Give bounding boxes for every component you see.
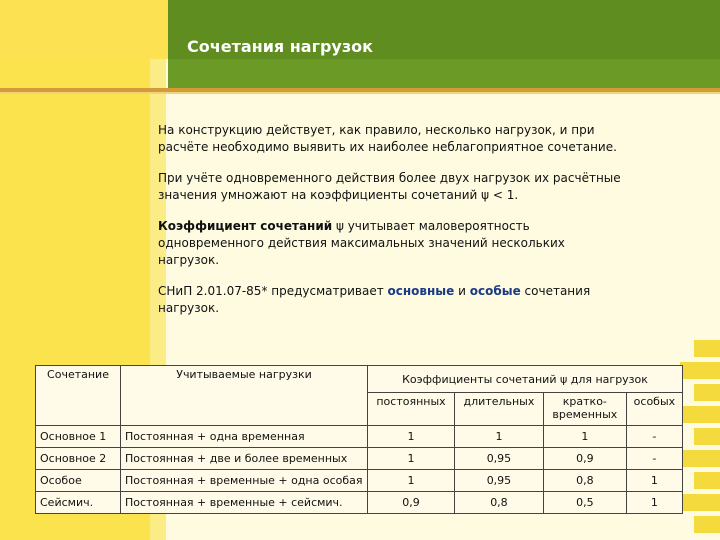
- header-permanent: постоянных: [368, 393, 455, 426]
- row-name: Основное 1: [36, 426, 121, 448]
- header-long: длительных: [455, 393, 544, 426]
- slide-header: [0, 0, 720, 92]
- coeff-special: -: [626, 426, 682, 448]
- coeff-permanent: 0,9: [368, 492, 455, 514]
- basic-term: основные: [387, 284, 455, 298]
- row-loads: Постоянная + временные + сейсмич.: [121, 492, 368, 514]
- decor-square: [694, 340, 720, 357]
- coeff-short: 0,5: [543, 492, 626, 514]
- slide-body: [158, 122, 628, 331]
- header-coeffs: Коэффициенты сочетаний ψ для нагрузок: [368, 366, 683, 393]
- row-loads: Постоянная + одна временная: [121, 426, 368, 448]
- coeff-long: 0,8: [455, 492, 544, 514]
- coeff-definition: ψ учитывает маловероятность одновременного действия максимальных значений нескольких нагрузок.: [158, 219, 565, 267]
- header-stripe-light: [0, 92, 720, 94]
- decor-square: [694, 384, 720, 401]
- table-row: [36, 448, 683, 470]
- decor-square: [680, 494, 720, 511]
- coeff-short: 0,8: [543, 470, 626, 492]
- combos-text: сочетания нагрузок.: [158, 284, 591, 315]
- slide-title: Сочетания нагрузок: [187, 37, 373, 56]
- decor-square: [694, 516, 720, 533]
- table-row: [36, 426, 683, 448]
- header-special: особых: [626, 393, 682, 426]
- header-short: кратко-временных: [543, 393, 626, 426]
- decor-square: [680, 450, 720, 467]
- paragraph-2: При учёте одновременного действия более двух нагрузок их расчётные значения умножают на коэффициенты сочетаний ψ < 1.: [158, 171, 621, 202]
- header-yellow-block: [0, 0, 168, 59]
- coeff-special: 1: [626, 492, 682, 514]
- row-name: Основное 2: [36, 448, 121, 470]
- header-combination: Сочетание: [36, 366, 121, 426]
- coeff-long: 0,95: [455, 448, 544, 470]
- decor-square: [694, 472, 720, 489]
- decor-square: [680, 406, 720, 423]
- coeff-long: 1: [455, 426, 544, 448]
- table-header-row: [36, 366, 683, 393]
- table-row: [36, 492, 683, 514]
- decor-square: [694, 428, 720, 445]
- paragraph-3: [158, 218, 628, 269]
- row-loads: Постоянная + временные + одна особая: [121, 470, 368, 492]
- decor-square: [680, 362, 720, 379]
- coeff-permanent: 1: [368, 448, 455, 470]
- coeff-special: 1: [626, 470, 682, 492]
- header-loads: Учитываемые нагрузки: [121, 366, 368, 426]
- coeff-permanent: 1: [368, 426, 455, 448]
- row-name: Сейсмич.: [36, 492, 121, 514]
- coeff-term: Коэффициент сочетаний: [158, 219, 333, 233]
- coeff-short: 0,9: [543, 448, 626, 470]
- paragraph-4: [158, 283, 628, 317]
- coeff-special: -: [626, 448, 682, 470]
- combinations-table: [35, 365, 683, 514]
- row-name: Особое: [36, 470, 121, 492]
- snip-ref: СНиП 2.01.07-85* предусматривает: [158, 284, 388, 298]
- coeff-permanent: 1: [368, 470, 455, 492]
- special-term: особые: [469, 284, 521, 298]
- and-text: и: [454, 284, 470, 298]
- row-loads: Постоянная + две и более временных: [121, 448, 368, 470]
- coeff-short: 1: [543, 426, 626, 448]
- coeff-long: 0,95: [455, 470, 544, 492]
- paragraph-1: На конструкцию действует, как правило, несколько нагрузок, и при расчёте необходимо выявить их наиболее неблагоприятное сочетание.: [158, 123, 617, 154]
- table-row: [36, 470, 683, 492]
